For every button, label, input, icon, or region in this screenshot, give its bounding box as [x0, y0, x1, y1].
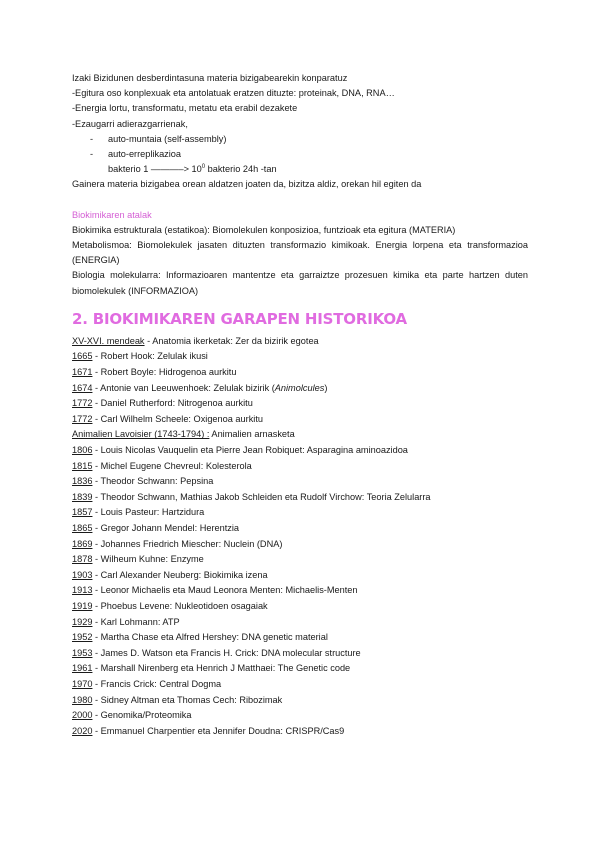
history-text: Animalien arnasketa: [209, 429, 295, 440]
atalak-paragraph: Metabolismoa: Biomolekulek jasaten dituzten transformazio kimikoak. Energia lorpena eta transformazioa (ENERGIA): [72, 240, 528, 266]
history-text: - Louis Pasteur: Hartzidura: [92, 507, 205, 518]
history-text: ): [324, 382, 328, 393]
history-row: [72, 677, 528, 693]
history-text: - Theodor Schwann, Mathias Jakob Schleiden eta Rudolf Virchow: Teoria Zelularra: [92, 491, 431, 502]
history-row: [72, 396, 528, 412]
history-row: [72, 521, 528, 537]
history-text: - Theodor Schwann: Pepsina: [92, 476, 214, 487]
history-row: [72, 661, 528, 677]
history-date: 1953: [72, 647, 93, 658]
bullet-item: [72, 132, 528, 147]
history-date: 1903: [72, 569, 93, 580]
bakterio-exponent: 0: [201, 164, 206, 171]
history-row: [72, 615, 528, 631]
history-date: 1929: [72, 616, 93, 627]
atalak-paragraph: Biologia molekularra: Informazioaren mantentze eta garraiztze prozesuen kimika eta parte hartzen duten biomolekulek (INFORMAZIOA): [72, 270, 528, 296]
history-text: - Michel Eugene Chevreul: Kolesterola: [92, 460, 252, 471]
history-text: - Robert Boyle: Hidrogenoa aurkitu: [92, 367, 237, 378]
history-row: [72, 381, 528, 397]
history-row: [72, 599, 528, 615]
history-date: 1665: [72, 351, 93, 362]
section-label: Biokimikaren atalak: [72, 209, 152, 220]
history-date: 1671: [72, 367, 93, 378]
history-row: [72, 708, 528, 724]
history-row: [72, 412, 528, 428]
history-date: 1980: [72, 694, 93, 705]
bakterio-line: [72, 162, 528, 177]
history-text: - Daniel Rutherford: Nitrogenoa aurkitu: [92, 398, 253, 409]
history-date: 1878: [72, 554, 93, 565]
bullet-text: auto-muntaia (self-assembly): [108, 133, 227, 144]
history-text: - Emmanuel Charpentier eta Jennifer Doudna: CRISPR/Cas9: [92, 725, 345, 736]
history-row: [72, 490, 528, 506]
history-text: - Genomika/Proteomika: [92, 710, 192, 721]
history-text: - Wilheum Kuhne: Enzyme: [92, 554, 204, 565]
intro-line: -Energia lortu, transformatu, metatu eta erabil dezakete: [72, 103, 298, 114]
history-row: [72, 583, 528, 599]
document-page: [72, 71, 528, 739]
history-date: 1806: [72, 445, 93, 455]
history-row: [72, 474, 528, 490]
history-date: 1869: [72, 538, 93, 549]
history-text: - Johannes Friedrich Miescher: Nuclein (DNA): [92, 538, 283, 549]
section-heading: 2. BIOKIMIKAREN GARAPEN HISTORIKOA: [72, 309, 407, 328]
history-row: [72, 443, 528, 459]
history-text: - Robert Hook: Zelulak ikusi: [92, 351, 208, 362]
history-date: 2020: [72, 725, 93, 736]
bullet-item: [72, 147, 528, 162]
history-date: 1772: [72, 398, 93, 409]
bakterio-text: bakterio 24h -tan: [205, 164, 277, 175]
history-date: 1970: [72, 678, 93, 689]
bullet-dash: -: [90, 149, 94, 160]
history-date: 1839: [72, 491, 93, 502]
intro-line: -Egitura oso konplexuak eta antolatuak eratzen dituzte: proteinak, DNA, RNA…: [72, 88, 395, 99]
history-row: [72, 505, 528, 521]
history-row: [72, 568, 528, 584]
history-text: - Martha Chase eta Alfred Hershey: DNA genetic material: [92, 632, 328, 643]
history-text: - Phoebus Levene: Nukleotidoen osagaiak: [92, 600, 268, 611]
intro-line: Izaki Bizidunen desberdintasuna materia bizigabearekin konparatuz: [72, 73, 348, 83]
history-row: [72, 427, 528, 443]
history-text: - Carl Wilhelm Scheele: Oxigenoa aurkitu: [92, 413, 264, 424]
history-row: [72, 459, 528, 475]
intro-line: -Ezaugarri adierazgarrienak,: [72, 118, 188, 129]
history-row: [72, 537, 528, 553]
history-date: 1952: [72, 632, 93, 643]
history-text: - Karl Lohmann: ATP: [92, 616, 180, 627]
history-row: [72, 552, 528, 568]
history-italic: Animolcules: [274, 382, 325, 393]
history-date: 1913: [72, 585, 93, 596]
bullet-dash: -: [90, 133, 94, 144]
history-text: - Anatomia ikerketak: Zer da bizirik egotea: [144, 335, 319, 346]
history-date: 1815: [72, 460, 93, 471]
history-date: 1857: [72, 507, 93, 518]
history-row: [72, 334, 528, 350]
history-row: [72, 693, 528, 709]
bullet-text: auto-erreplikazioa: [108, 149, 182, 160]
history-date: 1836: [72, 476, 93, 487]
history-date: XV-XVI. mendeak: [72, 335, 145, 346]
history-text: - Gregor Johann Mendel: Herentzia: [92, 522, 240, 533]
history-row: [72, 365, 528, 381]
history-date: Animalien Lavoisier (1743-1794) :: [72, 429, 210, 440]
history-list: [72, 334, 528, 739]
history-text: - Leonor Michaelis eta Maud Leonora Menten: Michaelis-Menten: [92, 585, 358, 596]
history-text: - Antonie van Leeuwenhoek: Zelulak bizirik (: [92, 382, 275, 393]
history-text: - Sidney Altman eta Thomas Cech: Ribozimak: [92, 694, 283, 705]
history-text: - Louis Nicolas Vauquelin eta Pierre Jean Robiquet: Asparagina aminoazidoa: [92, 445, 408, 455]
history-date: 1674: [72, 382, 93, 393]
history-date: 1919: [72, 600, 93, 611]
history-date: 1865: [72, 522, 93, 533]
history-text: - Marshall Nirenberg eta Henrich J Matthaei: The Genetic code: [92, 663, 351, 674]
intro-line: Gainera materia bizigabea orean aldatzen joaten da, bizitza aldiz, orekan hil egiten da: [72, 179, 422, 190]
history-text: - Carl Alexander Neuberg: Biokimika izena: [92, 569, 268, 580]
history-date: 2000: [72, 710, 93, 721]
history-row: [72, 630, 528, 646]
history-date: 1961: [72, 663, 93, 674]
history-row: [72, 646, 528, 662]
atalak-paragraph: Biokimika estrukturala (estatikoa): Biomolekulen konposizioa, funtzioak eta egitura (MATERIA): [72, 224, 456, 235]
history-row: [72, 349, 528, 365]
history-date: 1772: [72, 413, 93, 424]
history-text: - Francis Crick: Central Dogma: [92, 678, 222, 689]
bakterio-text: bakterio 1 ———–> 10: [108, 164, 202, 175]
history-row: [72, 724, 528, 740]
history-text: - James D. Watson eta Francis H. Crick: DNA molecular structure: [92, 647, 361, 658]
